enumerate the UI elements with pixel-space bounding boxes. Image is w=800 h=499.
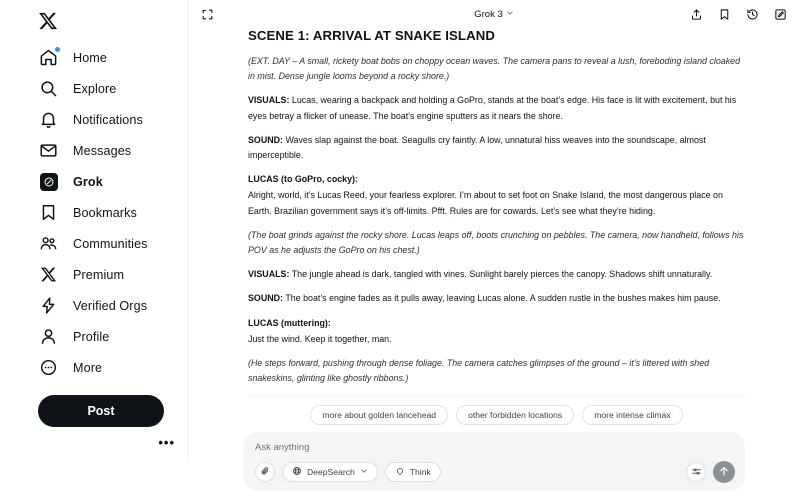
x-logo-icon[interactable] (38, 4, 72, 38)
script-dialogue-line: Just the wind. Keep it together, man. (248, 333, 392, 344)
think-label: Think (409, 467, 431, 478)
script-direction-line: SOUND: The boat’s engine fades as it pulls away, leaving Lucas alone. A sudden rustle in the bushes makes him pause. (248, 293, 721, 304)
composer-zone (188, 432, 800, 499)
search-icon (38, 78, 59, 99)
settings-button[interactable] (686, 462, 706, 482)
composer-toolbar (255, 461, 735, 483)
script-direction-label: VISUALS: (248, 269, 290, 280)
send-button[interactable] (713, 461, 735, 483)
suggestion-chip[interactable]: more about golden lancehead (310, 405, 448, 425)
grok-icon (38, 171, 59, 192)
script-action-line: (The boat grinds against the rocky shore. Lucas leaps off, boots crunching on pebbles. The camera, now handheld, follows his POV as he adjusts the GoPro on his chest.) (248, 229, 744, 256)
sidebar-item-label: Bookmarks (73, 205, 137, 220)
sidebar-item-grok[interactable] (38, 166, 187, 197)
composer (243, 432, 745, 491)
expand-icon[interactable] (200, 7, 215, 22)
share-icon[interactable] (689, 7, 704, 22)
home-icon (38, 47, 59, 68)
deepsearch-label: DeepSearch (307, 467, 355, 478)
sidebar-item-label: More (73, 360, 103, 375)
envelope-icon (38, 140, 59, 161)
script-direction-line: VISUALS: Lucas, wearing a backpack and holding a GoPro, stands at the boat’s edge. His face is lit with excitement, but his eyes betray a flicker of unease. The boat’s engine sputters as it nears the shore. (248, 95, 737, 121)
sidebar-item-home[interactable] (38, 42, 187, 73)
chevron-down-icon (360, 467, 368, 477)
script-speaker-name: LUCAS (muttering): (248, 317, 331, 328)
primary-sidebar (0, 0, 188, 460)
sidebar-item-label: Messages (73, 143, 132, 158)
sidebar-item-more[interactable] (38, 352, 187, 383)
bell-icon (38, 109, 59, 130)
sidebar-item-label: Communities (73, 236, 148, 251)
header-actions-group (689, 7, 788, 22)
home-unread-badge (55, 47, 60, 52)
sidebar-item-label: Notifications (73, 112, 143, 127)
suggestion-chip[interactable]: other forbidden locations (456, 405, 574, 425)
more-circle-icon (38, 357, 59, 378)
sidebar-item-label: Grok (73, 174, 103, 189)
model-selector-label: Grok 3 (474, 8, 503, 20)
script-speaker-name: LUCAS (to GoPro, cocky): (248, 174, 358, 185)
arrow-up-icon (718, 465, 730, 480)
lightbulb-icon (395, 466, 405, 478)
deepsearch-icon (292, 466, 302, 478)
sidebar-item-explore[interactable] (38, 73, 187, 104)
suggestion-chips (248, 395, 745, 432)
sidebar-nav-list (38, 42, 187, 383)
chevron-down-icon (506, 9, 514, 20)
sidebar-item-premium[interactable] (38, 259, 187, 290)
script-action-line: (EXT. DAY – A small, rickety boat bobs on choppy ocean waves. The camera pans to reveal a lush, foreboding island cloaked in mist. Dense jungle looms beyond a rocky shore.) (248, 56, 741, 82)
lightning-icon (38, 295, 59, 316)
sidebar-item-notifications[interactable] (38, 104, 187, 135)
page-title: SCENE 1: ARRIVAL AT SNAKE ISLAND (248, 28, 495, 43)
sidebar-item-communities[interactable] (38, 228, 187, 259)
header-left-group (200, 7, 215, 22)
script-blocks (248, 54, 745, 395)
main-panel (188, 0, 800, 478)
bookmark-icon (38, 202, 59, 223)
bookmark-icon[interactable] (717, 7, 732, 22)
history-icon[interactable] (745, 7, 760, 22)
x-premium-icon (38, 264, 59, 285)
script-direction-label: SOUND: (248, 134, 284, 145)
sidebar-overflow-menu[interactable]: ••• (158, 435, 175, 450)
paperclip-icon (260, 466, 270, 478)
script-dialogue-line: Alright, world, it’s Lucas Reed, your fearless explorer. I’m about to set foot on Snake Island, the most dangerous place on Earth. Brazilian government says it’s off-limits. Pfft. Rules are for cowards. Let’s see what they’re hiding. (248, 190, 723, 216)
sidebar-item-label: Premium (73, 267, 125, 282)
script-direction-line: SOUND: Waves slap against the boat. Seagulls cry faintly. A low, unnatural hiss weaves into the soundscape, almost imperceptible. (248, 134, 706, 161)
search-input[interactable] (255, 442, 735, 453)
sidebar-item-profile[interactable] (38, 321, 187, 352)
script-direction-line: VISUALS: The jungle ahead is dark, tangled with vines. Sunlight barely pierces the canopy. Shadows shift unnaturally. (248, 269, 713, 280)
communities-icon (38, 233, 59, 254)
script-action-line: (He steps forward, pushing through dense foliage. The camera catches glimpses of the ground – it’s littered with shed snakeskins, glinting like ghostly ribbons.) (248, 358, 710, 384)
post-button[interactable]: Post (38, 395, 164, 427)
person-icon (38, 326, 59, 347)
sidebar-item-verified-orgs[interactable] (38, 290, 187, 321)
sidebar-item-label: Explore (73, 81, 117, 96)
attach-file-button[interactable] (255, 462, 275, 482)
sliders-icon (691, 465, 702, 480)
sidebar-item-label: Home (73, 50, 107, 65)
sidebar-item-label: Profile (73, 329, 110, 344)
conversation-body (188, 28, 800, 432)
script-direction-label: VISUALS: (248, 95, 290, 106)
script-direction-label: SOUND: (248, 293, 284, 304)
think-button[interactable] (385, 462, 441, 482)
suggestion-chip[interactable]: more intense climax (582, 405, 682, 425)
sidebar-item-messages[interactable] (38, 135, 187, 166)
sidebar-item-label: Verified Orgs (73, 298, 148, 313)
deepsearch-button[interactable] (282, 462, 378, 482)
conversation-header (188, 0, 800, 28)
compose-icon[interactable] (773, 7, 788, 22)
model-selector[interactable] (474, 9, 514, 20)
sidebar-item-bookmarks[interactable] (38, 197, 187, 228)
